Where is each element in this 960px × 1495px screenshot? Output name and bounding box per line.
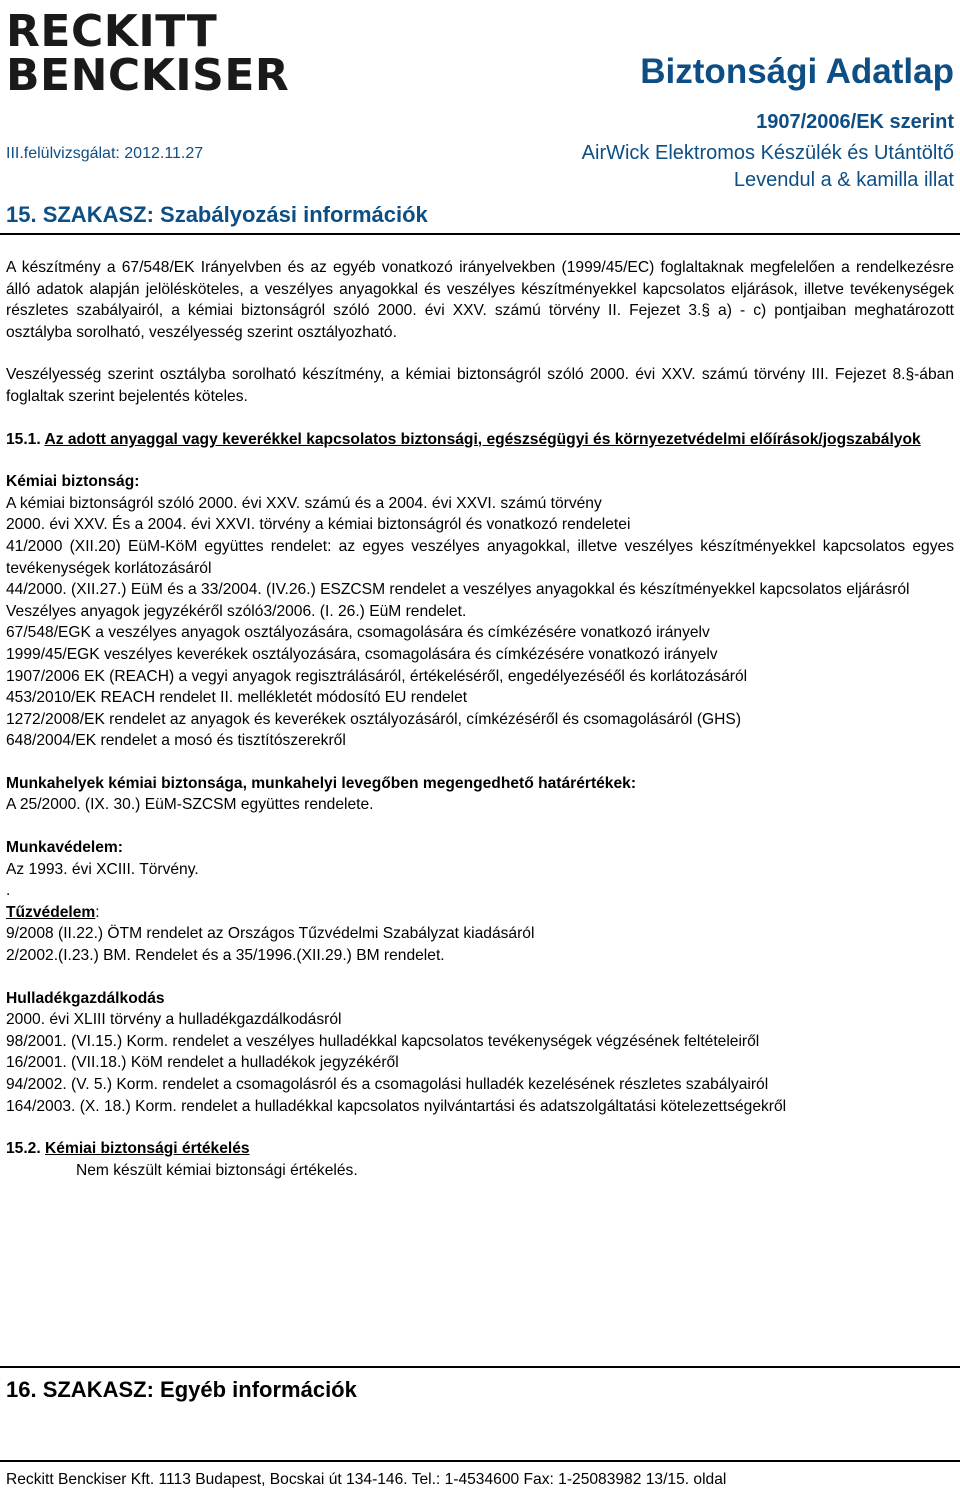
chem-line-1: A kémiai biztonságról szóló 2000. évi XXV. számú és a 2004. évi XXVI. számú törvény <box>6 494 602 512</box>
logo-line-2: BENCKISER <box>6 50 290 101</box>
intro-paragraph-1: A készítmény a 67/548/EK Irányelvben és az egyéb vonatkozó irányelvekben (1999/45/EC) foglaltaknak megfelelően a rendelkezésre álló adatok alapján jelölésköteles, a veszélyes anyagokkal és veszélyes készítményekkel kapcsolatos eljárások, illetve tevékenységek részletes szabályairól, a kémiai biztonságról szóló 2000. évi XXV. számú törvény II. Fejezet 3.§ a) - c) pontjaiban meghatározott osztályba sorolható, veszélyesség szerint osztályozható. <box>6 259 954 341</box>
waste-line-2: 98/2001. (VI.15.) Korm. rendelet a veszélyes hulladékkal kapcsolatos tevékenységek végzésének feltételeiről <box>6 1032 760 1050</box>
workplace-safety-heading: Munkahelyek kémiai biztonsága, munkahelyi levegőben megengedhető határértékek: <box>6 774 637 792</box>
fire-line-2: 2/2002.(I.23.) BM. Rendelet és a 35/1996.(XII.29.) BM rendelet. <box>6 947 445 965</box>
subsection-15-1-number: 15.1. <box>6 430 41 448</box>
section-15-body <box>6 257 954 1181</box>
footer-divider <box>0 1460 960 1462</box>
section-16-title: 16. SZAKASZ: Egyéb információk <box>6 1377 357 1402</box>
subsection-15-2-title: Kémiai biztonsági értékelés <box>45 1140 250 1158</box>
subsection-15-1-title: Az adott anyaggal vagy keverékkel kapcsolatos biztonsági, egészségügyi és környezetvédelmi előírások/jogszabályok <box>44 430 921 448</box>
product-variant: Levendul a & kamilla illat <box>733 169 954 191</box>
fire-protection-heading <box>6 902 954 924</box>
subsection-15-1-heading <box>6 429 954 451</box>
subsection-15-2-number: 15.2. <box>6 1140 41 1158</box>
chem-line-7: 453/2010/EK REACH rendelet II. mellékletét módosító EU rendelet <box>6 689 468 707</box>
section-16-divider <box>0 1366 960 1368</box>
section-15-divider <box>0 233 960 235</box>
chem-line-6: 1907/2006 EK (REACH) a vegyi anyagok regisztrálásáról, értékeléséről, engedélyezéséől és korlátozásáról <box>6 667 748 685</box>
chem-line-3: Veszélyes anyagok jegyzékéről szóló3/2006. (I. 26.) EüM rendelet. <box>6 602 467 620</box>
workplace-line: A 25/2000. (IX. 30.) EüM-SZCSM együttes rendelete. <box>6 796 374 814</box>
page-footer: Reckitt Benckiser Kft. 1113 Budapest, Bocskai út 134-146. Tel.: 1-4534600 Fax: 1-25083982 13/15. oldal <box>6 1471 727 1488</box>
reckitt-benckiser-logo <box>6 8 296 100</box>
waste-management-heading: Hulladékgazdálkodás <box>6 989 165 1007</box>
subsection-15-2-heading <box>6 1138 954 1160</box>
fire-heading-text: Tűzvédelem <box>6 903 96 921</box>
chem-line-4: 67/548/EGK a veszélyes anyagok osztályozására, csomagolására és címkézésére vonatkozó irányelv <box>6 624 710 642</box>
chem-line-8: 1272/2008/EK rendelet az anyagok és keverékek osztályozásáról, címkézéséről és csomagolásáról (GHS) <box>6 710 742 728</box>
stray-dot: . <box>6 882 11 900</box>
waste-line-1: 2000. évi XLIII törvény a hulladékgazdálkodásról <box>6 1011 342 1029</box>
fire-heading-colon: : <box>95 903 100 921</box>
labor-protection-heading: Munkavédelem: <box>6 839 123 857</box>
chem-line-9: 648/2004/EK rendelet a mosó és tisztítószerekről <box>6 732 346 750</box>
chemical-safety-heading: Kémiai biztonság: <box>6 473 140 491</box>
waste-justified-1: 94/2002. (V. 5.) Korm. rendelet a csomagolásról és a csomagolási hulladék kezelésének részletes szabályairól <box>6 1076 769 1093</box>
revision-date: III.felülvizsgálat: 2012.11.27 <box>6 145 204 162</box>
chem-line-5: 1999/45/EGK veszélyes keverékek osztályozására, csomagolására és címkézésére vonatkozó irányelv <box>6 645 718 663</box>
labor-line: Az 1993. évi XCIII. Törvény. <box>6 860 199 878</box>
section-15-title: 15. SZAKASZ: Szabályozási információk <box>6 202 428 227</box>
logo-line-1: RECKITT <box>6 6 218 57</box>
document-title: Biztonsági Adatlap <box>640 52 954 91</box>
subsection-15-2-text: Nem készült kémiai biztonsági értékelés. <box>76 1161 358 1179</box>
chem-justified-1: 41/2000 (XII.20) EüM-KöM együttes rendelet: az egyes veszélyes anyagokkal, illetve veszélyes készítményekkel kapcsolatos egyes tevékenységek korlátozásáról <box>6 537 954 577</box>
fire-line-1: 9/2008 (II.22.) ÖTM rendelet az Országos Tűzvédelmi Szabályzat kiadásáról <box>6 925 535 943</box>
chem-justified-2: 44/2000. (XII.27.) EüM és a 33/2004. (IV.26.) ESZCSM rendelet a veszélyes anyagokkal és készítményekkel kapcsolatos eljárásról <box>6 581 910 599</box>
regulation-label: 1907/2006/EK szerint <box>756 111 954 133</box>
product-name: AirWick Elektromos Készülék és Utántöltő <box>581 142 954 164</box>
intro-paragraph-2: Veszélyesség szerint osztályba sorolható készítmény, a kémiai biztonságról szóló 2000. évi XXV. számú törvény III. Fejezet 8.§-ában foglaltak szerint bejelentés köteles. <box>6 366 954 405</box>
waste-justified-2: 164/2003. (X. 18.) Korm. rendelet a hulladékkal kapcsolatos nyilvántartási és adatszolgáltatási kötelezettségekről <box>6 1097 787 1115</box>
chem-line-2: 2000. évi XXV. És a 2004. évi XXVI. törvény a kémiai biztonságról és vonatkozó rendeletei <box>6 516 631 534</box>
waste-line-3: 16/2001. (VII.18.) KöM rendelet a hulladékok jegyzékéről <box>6 1054 399 1072</box>
